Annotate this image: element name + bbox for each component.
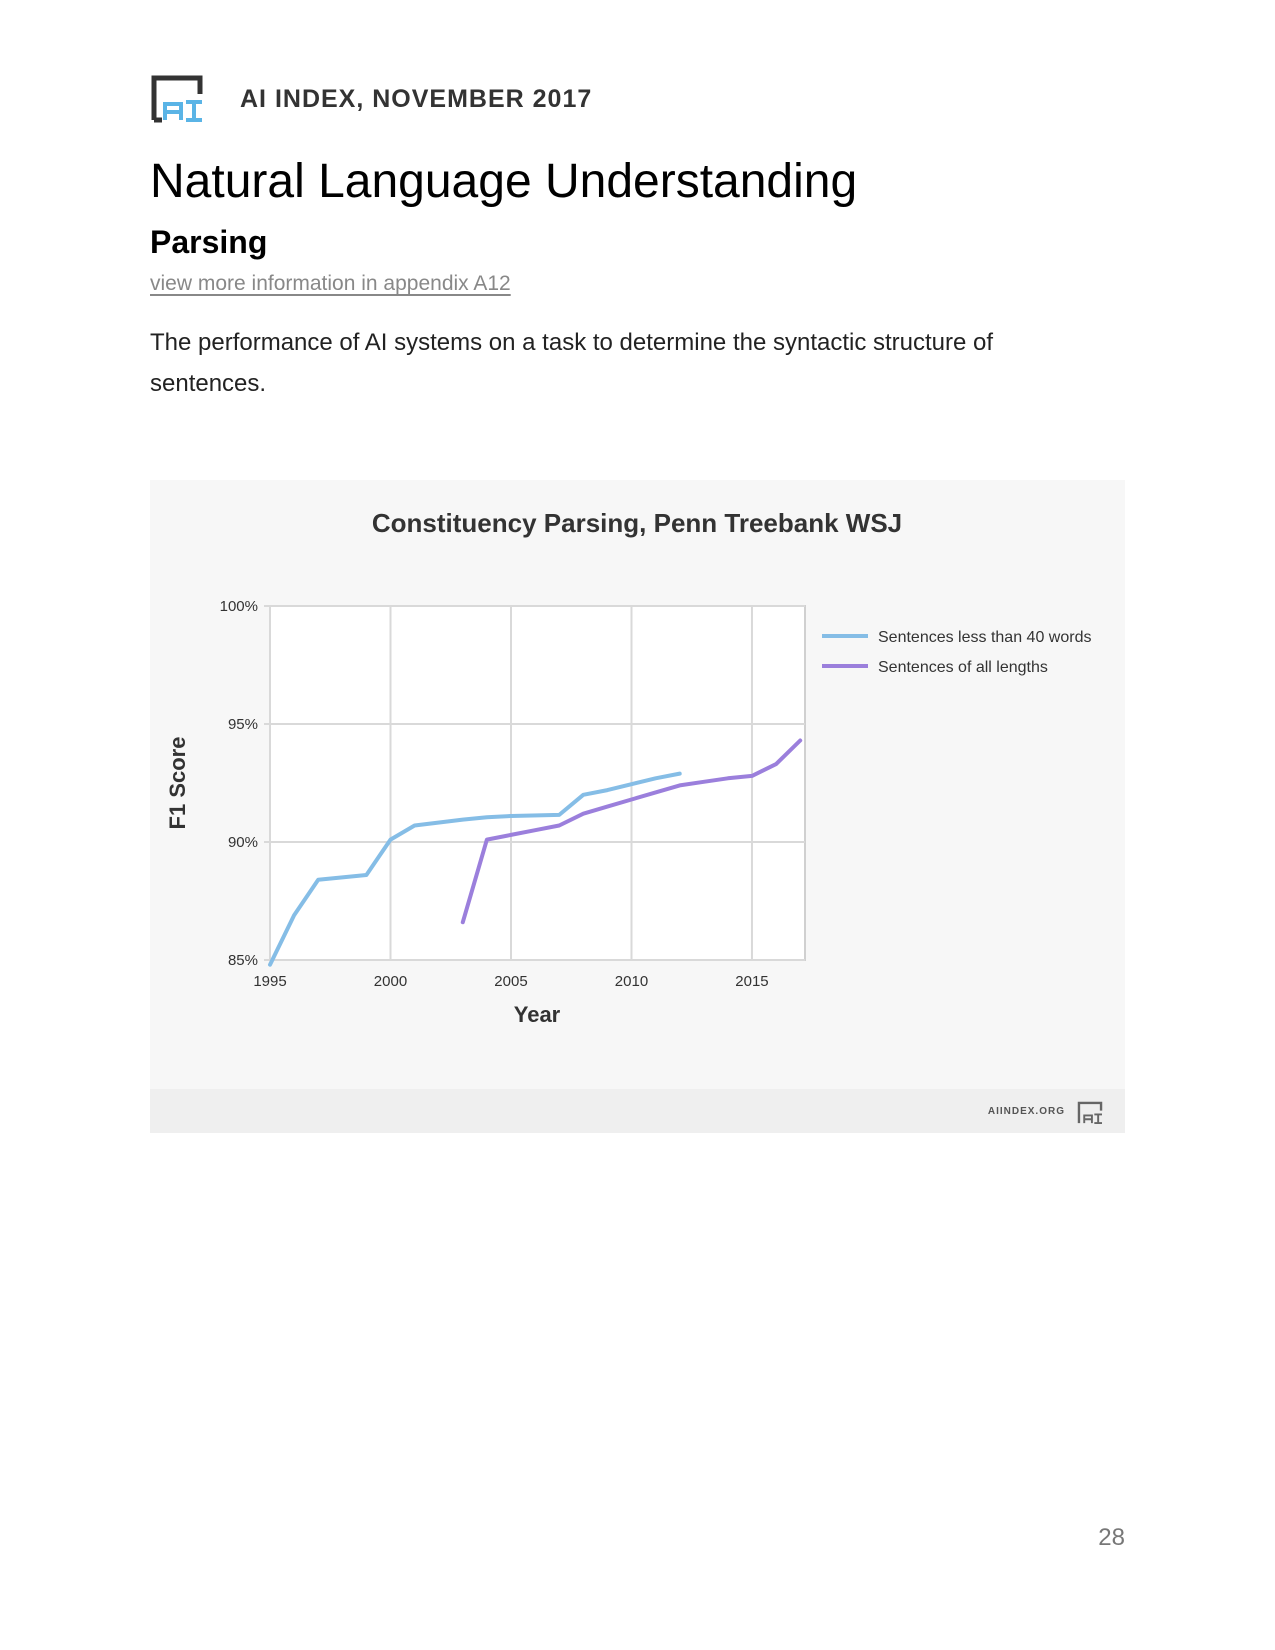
ai-index-logo-icon [150, 74, 204, 124]
line-chart [150, 480, 1125, 1089]
x-tick-label: 2015 [735, 973, 769, 990]
legend-label-2: Sentences of all lengths [878, 659, 1048, 676]
footer-site-label: AIINDEX.ORG [987, 1106, 1065, 1117]
plot-area [270, 606, 805, 960]
section-description: The performance of AI systems on a task to determine the syntactic structure of sentences. [150, 329, 994, 397]
chart-footer [150, 1089, 1125, 1133]
report-header [150, 74, 592, 124]
report-header-title: AI INDEX, NOVEMBER 2017 [240, 84, 593, 113]
footer-ai-logo-icon [1077, 1101, 1103, 1125]
y-tick-label: 100% [219, 598, 258, 615]
section-subtitle: Parsing [150, 224, 268, 260]
appendix-link[interactable]: view more information in appendix A12 [150, 272, 511, 295]
page-title: Natural Language Understanding [150, 155, 858, 208]
y-tick-label: 95% [227, 716, 258, 733]
y-axis-label: F1 Score [165, 736, 190, 830]
legend-label-1: Sentences less than 40 words [878, 629, 1092, 646]
x-tick-label: 2010 [614, 973, 649, 990]
y-tick-label: 90% [227, 834, 258, 851]
page-number: 28 [1098, 1524, 1125, 1551]
x-tick-label: 2005 [494, 973, 528, 990]
chart-title: Constituency Parsing, Penn Treebank WSJ [371, 508, 903, 538]
chart-panel [150, 480, 1125, 1133]
x-axis-label: Year [513, 1002, 561, 1027]
x-tick-label: 1995 [253, 973, 287, 990]
x-tick-label: 2000 [373, 973, 408, 990]
y-tick-label: 85% [227, 952, 258, 969]
